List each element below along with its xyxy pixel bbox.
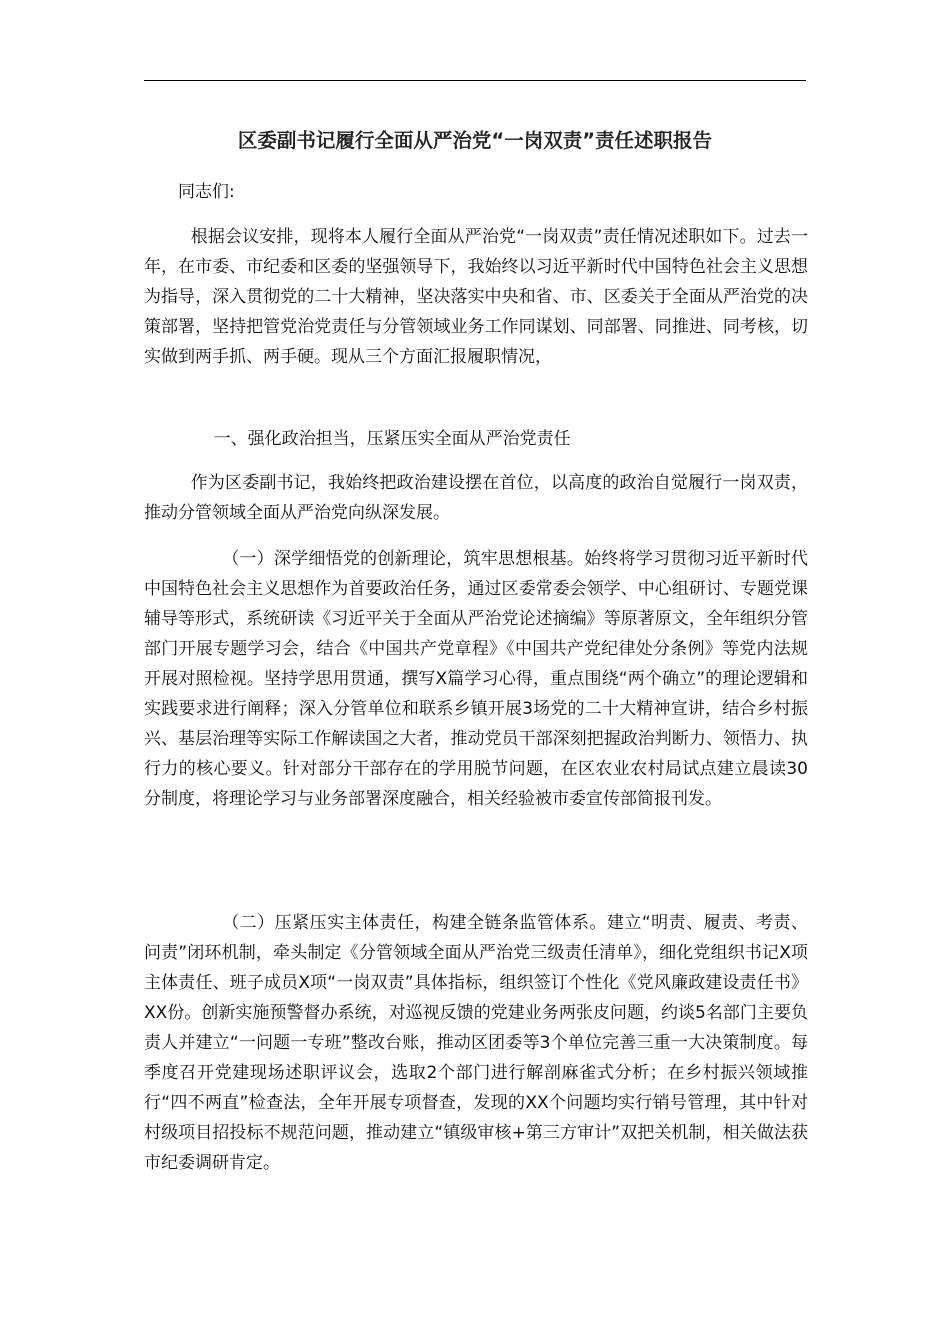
subsection-1-paragraph: （一）深学细悟党的创新理论，筑牢思想根基。始终将学习贯彻习近平新时代中国特色社会主义思想作为首要政治任务，通过区委常委会领学、中心组研讨、专题党课辅导等形式，系统研读《习近平关于全面从严治党论述摘编》等原著原文，全年组织分管部门开展专题学习会，结合《中国共产党章程》《中国共产党纪律处分条例》等党内法规开展对照检视。坚持学思用贯通，撰写X篇学习心得，重点围绕“两个确立”的理论逻辑和实践要求进行阐释；深入分管单位和联系乡镇开展3场党的二十大精神宣讲，结合乡村振兴、基层治理等实际工作解读国之大者，推动党员干部深刻把握政治判断力、领悟力、执行力的核心要义。针对部分干部存在的学用脱节问题，在区农业农村局试点建立晨读30分制度，将理论学习与业务部署深度融合，相关经验被市委宣传部简报刊发。 <box>144 549 808 809</box>
salutation: 同志们: <box>178 182 235 202</box>
subsection-2-paragraph: （二）压紧压实主体责任，构建全链条监管体系。建立“明责、履责、考责、问责”闭环机制，牵头制定《分管领域全面从严治党三级责任清单》，细化党组织书记X项主体责任、班子成员X项“一岗双责”具体指标，组织签订个性化《党风廉政建设责任书》XX份。创新实施预警督办系统，对巡视反馈的党建业务两张皮问题，约谈5名部门主要负责人并建立“一问题一专班”整改台账，推动区团委等3个单位完善三重一大决策制度。每季度召开党建现场述职评议会，选取2个部门进行解剖麻雀式分析；在乡村振兴领域推行“四不两直”检查法，全年开展专项督查，发现的XX个问题均实行销号管理，其中针对村级项目招投标不规范问题，推动建立“镇级审核+第三方审计”双把关机制，相关做法获市纪委调研肯定。 <box>144 913 808 1173</box>
page-title: 区委副书记履行全面从严治党“一岗双责”责任述职报告 <box>237 129 713 152</box>
intro-paragraph: 根据会议安排，现将本人履行全面从严治党“一岗双责”责任情况述职如下。过去一年，在市委、市纪委和区委的坚强领导下，我始终以习近平新时代中国特色社会主义思想为指导，深入贯彻党的二十大精神，坚决落实中央和省、市、区委关于全面从严治党的决策部署，坚持把管党治党责任与分管领域业务工作同谋划、同部署、同推进、同考核，切实做到两手抓、两手硬。现从三个方面汇报履职情况， <box>144 227 808 367</box>
section-1-intro-paragraph: 作为区委副书记，我始终把政治建设摆在首位，以高度的政治自觉履行一岗双责，推动分管领域全面从严治党向纵深发展。 <box>144 473 808 523</box>
header-rule <box>144 80 806 81</box>
section-heading-1: 一、强化政治担当，压紧压实全面从严治党责任 <box>213 429 571 449</box>
